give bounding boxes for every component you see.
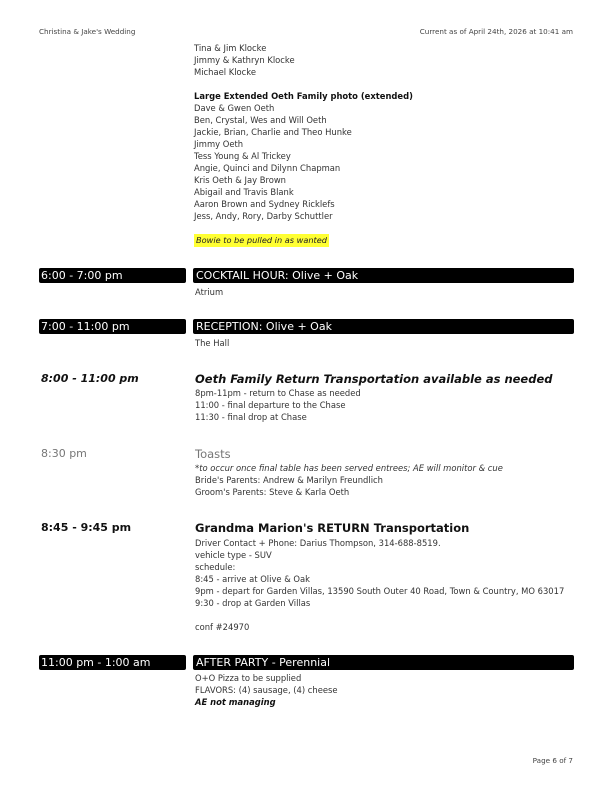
toasts-time: 8:30 pm	[41, 447, 87, 460]
detail-line: Groom's Parents: Steve & Karla Oeth	[195, 487, 350, 497]
list-item: Angie, Quinci and Dilynn Chapman	[194, 163, 341, 173]
afterparty-note: AE not managing	[195, 697, 276, 707]
grandma-conf: conf #24970	[195, 622, 250, 632]
extended-photo-block	[194, 90, 413, 222]
detail-line: Bride's Parents: Andrew & Marilyn Freundlich	[195, 475, 383, 485]
grandma-time: 8:45 - 9:45 pm	[41, 521, 132, 534]
list-item: Aaron Brown and Sydney Ricklefs	[194, 199, 335, 209]
grandma-title: Grandma Marion's RETURN Transportation	[195, 521, 470, 535]
detail-line: 11:30 - final drop at Chase	[195, 412, 307, 422]
detail-line: 9:30 - drop at Garden Villas	[195, 598, 311, 608]
list-item: Kris Oeth & Jay Brown	[194, 175, 286, 185]
list-item: Dave & Gwen Oeth	[194, 103, 275, 113]
afterparty-details	[195, 672, 338, 708]
detail-line: O+O Pizza to be supplied	[195, 673, 302, 683]
transport-title: Oeth Family Return Transportation available as needed	[195, 372, 553, 386]
detail-line: 8:45 - arrive at Olive & Oak	[195, 574, 310, 584]
list-item: Michael Klocke	[194, 67, 256, 77]
detail-line: vehicle type - SUV	[195, 550, 272, 560]
extended-photo-heading: Large Extended Oeth Family photo (extended)	[194, 91, 413, 101]
cocktail-time: 6:00 - 7:00 pm	[39, 268, 186, 283]
toasts-note: *to occur once final table has been served entrees; AE will monitor & cue	[195, 463, 503, 473]
page-number: Page 6 of 7	[532, 756, 573, 765]
reception-time: 7:00 - 11:00 pm	[39, 319, 186, 334]
list-item: Tina & Jim Klocke	[194, 43, 267, 53]
list-item: Jimmy & Kathryn Klocke	[194, 55, 295, 65]
detail-line: FLAVORS: (4) sausage, (4) cheese	[195, 685, 338, 695]
transport-time: 8:00 - 11:00 pm	[41, 372, 139, 385]
last-updated: Current as of April 24th, 2026 at 10:41 am	[419, 27, 573, 36]
grandma-details	[195, 537, 564, 609]
list-item: Jackie, Brian, Charlie and Theo Hunke	[194, 127, 352, 137]
toasts-details	[195, 462, 503, 498]
detail-line: 11:00 - final departure to the Chase	[195, 400, 346, 410]
detail-line: schedule:	[195, 562, 236, 572]
list-item: Ben, Crystal, Wes and Will Oeth	[194, 115, 327, 125]
detail-line: 9pm - depart for Garden Villas, 13590 South Outer 40 Road, Town & Country, MO 63017	[195, 586, 565, 596]
list-item: Tess Young & Al Trickey	[194, 151, 291, 161]
cocktail-location: Atrium	[195, 287, 224, 297]
detail-line: Driver Contact + Phone: Darius Thompson, 314-688-8519.	[195, 538, 441, 548]
list-item: Abigail and Travis Blank	[194, 187, 294, 197]
detail-line: 8pm-11pm - return to Chase as needed	[195, 388, 361, 398]
document-title: Christina & Jake's Wedding	[39, 27, 136, 36]
cocktail-title: COCKTAIL HOUR: Olive + Oak	[193, 268, 574, 283]
reception-location: The Hall	[195, 338, 230, 348]
highlighted-note: Bowie to be pulled in as wanted	[196, 235, 327, 245]
reception-title: RECEPTION: Olive + Oak	[193, 319, 574, 334]
photo-list-top	[194, 42, 295, 78]
transport-details	[195, 387, 361, 423]
list-item: Jimmy Oeth	[194, 139, 244, 149]
toasts-title: Toasts	[195, 447, 231, 461]
list-item: Jess, Andy, Rory, Darby Schuttler	[194, 211, 333, 221]
afterparty-time: 11:00 pm - 1:00 am	[39, 655, 186, 670]
afterparty-title: AFTER PARTY - Perennial	[193, 655, 574, 670]
